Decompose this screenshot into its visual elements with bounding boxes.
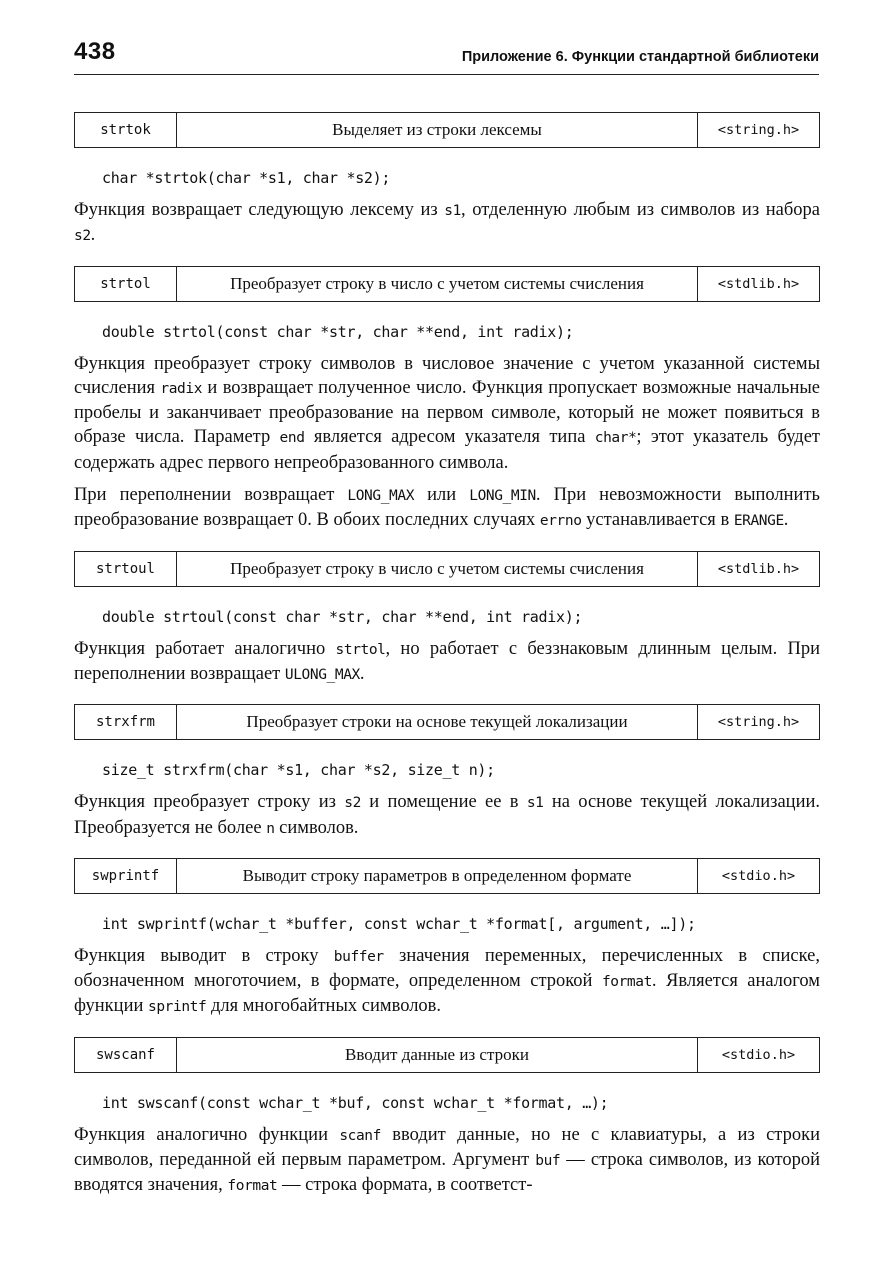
code-run: LONG_MAX [347, 488, 415, 505]
code-run: s1 [526, 795, 544, 812]
text-run: Функция аналогично функции [74, 1124, 340, 1145]
function-header-file: <stdlib.h> [717, 560, 800, 577]
text-run: является адресом указателя типа [304, 427, 595, 448]
function-prototype: char *strtok(char *s1, char *s2); [102, 169, 391, 187]
function-header-file: <string.h> [717, 122, 800, 138]
function-entry-swscanf [74, 1037, 820, 1199]
function-name: swprintf [75, 859, 177, 893]
function-entry-swprintf [74, 858, 820, 1020]
text-run: . Является аналогом функции [74, 971, 821, 1017]
description-paragraph [74, 483, 820, 534]
function-box [74, 1037, 820, 1073]
code-run: end [279, 430, 305, 447]
function-summary: Вводит данные из строки [177, 1038, 698, 1072]
text-run: символов. [274, 817, 359, 838]
code-run: s2 [344, 795, 361, 812]
code-run: format [227, 1178, 278, 1195]
function-box [74, 704, 820, 740]
function-box [74, 266, 820, 302]
function-header-file: <stdlib.h> [717, 275, 800, 292]
code-run: errno [539, 513, 582, 530]
text-run: Функция возвращает следующую лексему из [74, 200, 445, 220]
function-header-file: <string.h> [717, 714, 800, 731]
function-name: strxfrm [75, 705, 177, 739]
function-entry-strtok [74, 112, 820, 249]
code-run: radix [160, 380, 203, 397]
function-header-file: <stdio.h> [721, 867, 796, 884]
code-run: buffer [333, 948, 384, 965]
text-run: Функция выводит в строку [74, 945, 334, 966]
function-name: strtok [75, 113, 177, 147]
function-box [74, 112, 820, 148]
function-summary: Преобразует строку в число с учетом системы счисления [177, 552, 698, 586]
function-summary: Выделяет из строки лексемы [177, 113, 698, 147]
page-content [74, 112, 820, 1216]
text-run: , но работает с беззнаковым длинным целым. При переполнении возвращает [74, 638, 821, 684]
code-run: char* [594, 430, 637, 447]
function-summary: Выводит строку параметров в определенном формате [177, 859, 698, 893]
description-paragraph [74, 637, 820, 688]
text-run: ; этот указатель будет содержать адрес первого непреобразованного символа. [74, 427, 820, 473]
text-run: При переполнении возвращает [74, 485, 348, 506]
description-paragraph [74, 1123, 820, 1199]
description-paragraph [74, 198, 820, 249]
function-entry-strxfrm [74, 704, 820, 841]
text-run: на основе текущей локализации. Преобразуется не более [74, 792, 820, 838]
page-header [74, 38, 819, 75]
text-run: . При невозможности выполнить преобразование возвращает 0. В обоих последних случаях [74, 485, 820, 531]
text-run: и возвращает полученное число. Функция пропускает возможные начальные пробелы и заканчивает преобразование на первом символе, который не может появиться в образе числа. Параметр [74, 377, 820, 448]
function-name: strtoul [75, 552, 177, 586]
text-run: для многобайтных символов. [206, 996, 442, 1017]
description-paragraph [74, 944, 820, 1020]
description-paragraph [74, 790, 820, 841]
function-prototype: int swprintf(wchar_t *buffer, const wchar_t *format[, argument, …]); [102, 914, 696, 933]
text-run: значения переменных, перечисленных в списке, обозначенном многоточием, в формате, определенном строкой [74, 945, 821, 992]
function-box [74, 858, 820, 894]
text-run: Функция преобразует строку символов в числовое значение с учетом указанной системы счисления [74, 353, 820, 398]
code-run: n [266, 820, 275, 837]
function-entry-strtoul [74, 551, 820, 688]
text-run: . [90, 225, 96, 246]
description-paragraph [74, 352, 820, 475]
text-run: , отделенную любым из символов из набора [460, 200, 820, 220]
text-run: и помещение ее в [360, 792, 527, 813]
text-run: — строка формата, в соответст- [277, 1175, 533, 1196]
function-prototype: int swscanf(const wchar_t *buf, const wchar_t *format, …); [102, 1093, 609, 1112]
page-number: 438 [74, 38, 116, 65]
text-run: Функция преобразует строку из [74, 792, 345, 813]
code-run: strtol [335, 641, 386, 658]
function-prototype: double strtoul(const char *str, char **end, int radix); [102, 607, 583, 626]
function-prototype: double strtol(const char *str, char **end, int radix); [102, 322, 574, 341]
code-run: scanf [339, 1127, 381, 1144]
text-run: — строка символов, из которой вводятся значения, [74, 1150, 820, 1196]
code-run: format [601, 974, 652, 991]
text-run: или [414, 485, 470, 506]
code-run: ULONG_MAX [284, 666, 360, 683]
function-header-file: <stdio.h> [721, 1046, 796, 1063]
code-run: s1 [444, 203, 461, 219]
function-summary: Преобразует строку в число с учетом системы счисления [177, 267, 698, 301]
running-title: Приложение 6. Функции стандартной библиотеки [461, 49, 819, 65]
function-name: strtol [75, 267, 177, 301]
text-run: Функция работает аналогично [74, 638, 336, 659]
text-run: вводит данные, но не с клавиатуры, а из строки символов, переданной ей первым параметром. Аргумент [74, 1124, 820, 1171]
text-run: . [783, 510, 789, 531]
function-name: swscanf [75, 1038, 177, 1072]
code-run: ERANGE [733, 513, 784, 530]
code-run: LONG_MIN [469, 488, 536, 505]
text-run: устанавливается в [581, 510, 734, 531]
code-run: sprintf [148, 999, 207, 1016]
function-box [74, 551, 820, 587]
function-prototype: size_t strxfrm(char *s1, char *s2, size_t n); [102, 761, 495, 780]
function-summary: Преобразует строки на основе текущей локализации [177, 705, 698, 739]
text-run: . [359, 663, 365, 684]
code-run: buf [535, 1153, 561, 1170]
code-run: s2 [74, 228, 91, 245]
function-entry-strtol [74, 266, 820, 534]
